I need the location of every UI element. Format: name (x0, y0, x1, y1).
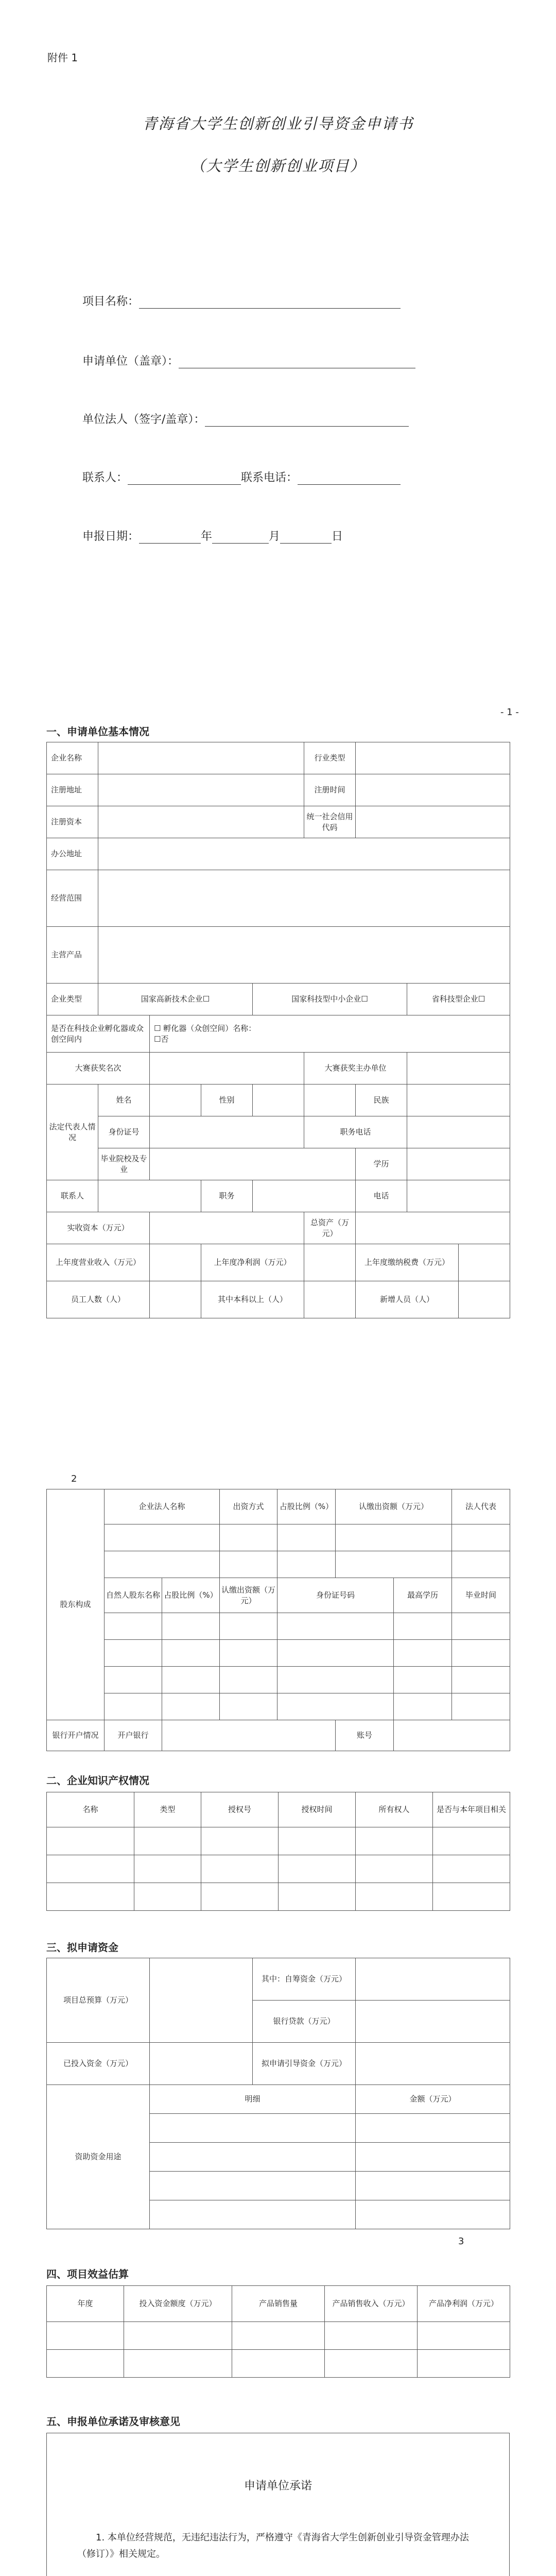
applicant-unit-field[interactable]: 申请单位（盖章）： (82, 352, 415, 368)
page-number: - 1 - (500, 707, 519, 718)
section-2-title: 二、企业知识产权情况 (46, 1774, 149, 1787)
page-number-2: 2 (71, 1473, 77, 1484)
date-field[interactable]: 申报日期： 年 月 日 (82, 530, 343, 543)
benefit-table: 年度 投入资金额度（万元） 产品销售量 产品销售收入（万元） 产品净利润（万元） (46, 2285, 510, 2378)
section-5-title: 五、申报单位承诺及审核意见 (46, 2415, 180, 2428)
ip-table: 名称 类型 授权号 授权时间 所有权人 是否与本年项目相关 (46, 1792, 510, 1911)
project-name-line (139, 297, 401, 309)
commitment-item-1: 1. 本单位经营规范，无违纪违法行为，严格遵守《青海省大学生创新创业引导资金管理办法（修订）》相关规定。 (77, 2532, 469, 2560)
contact-field[interactable]: 联系人： 联系电话： (82, 469, 401, 485)
section-1-title: 一、申请单位基本情况 (46, 725, 149, 738)
cover-title: 青海省大学生创新创业引导资金申请书 (142, 115, 414, 132)
contact-line (128, 473, 241, 485)
section-3-title: 三、拟申请资金 (46, 1941, 118, 1954)
funds-table: 项目总预算（万元） 其中：自筹资金（万元） 银行贷款（万元） 已投入资金（万元） 拟申请引导资金（万元） 资助资金用途 明细 金额（万元） (46, 1958, 510, 2229)
basic-info-table: 企业名称 行业类型 注册地址 注册时间 注册资本 统一社会信用代码 办公地址 经营范围 主营产品 企业类型 国家高新技术企业☐ 国家科技型中小企业☐ 省科技型企业☐ 是否在科技企业孵化器或众创空间内 ☐ 孵化器（众创空间）名称： ☐否 大赛获奖名次 大赛获奖主办单位 法定代表人情况 姓名 性别 民族 身份证号 职务电话 毕业院校及专业 学历 联系人 职务 电话 实收资本（万元） 总资产（万元） 上年度营业收入（万元） 上年度净利润（万元） 上年度缴纳税费（万元） 员工人数（人） 其中本科以上（人） 新增人员（人） (46, 742, 510, 1318)
project-name-field[interactable]: 项目名称： (82, 293, 401, 309)
applicant-unit-line (179, 357, 415, 368)
cover-subtitle: （大学生创新创业项目） (190, 157, 366, 175)
commitment-title: 申请单位承诺 (244, 2480, 312, 2493)
section-4-title: 四、项目效益估算 (46, 2268, 129, 2280)
shareholding-table: 股东构成 企业法人名称 出资方式 占股比例（%） 认缴出资额（万元） 法人代表 自然人股东名称 占股比例（%） 认缴出资额（万元） 身份证号码 最高学历 毕业时间 银行开户情况 开户银行 账号 (46, 1489, 510, 1751)
page-number-3: 3 (458, 2236, 464, 2247)
legal-rep-line (205, 415, 409, 427)
attachment-label: 附件 1 (47, 52, 78, 64)
phone-line (298, 473, 401, 485)
legal-rep-field[interactable]: 单位法人（签字/盖章）： (82, 411, 409, 427)
